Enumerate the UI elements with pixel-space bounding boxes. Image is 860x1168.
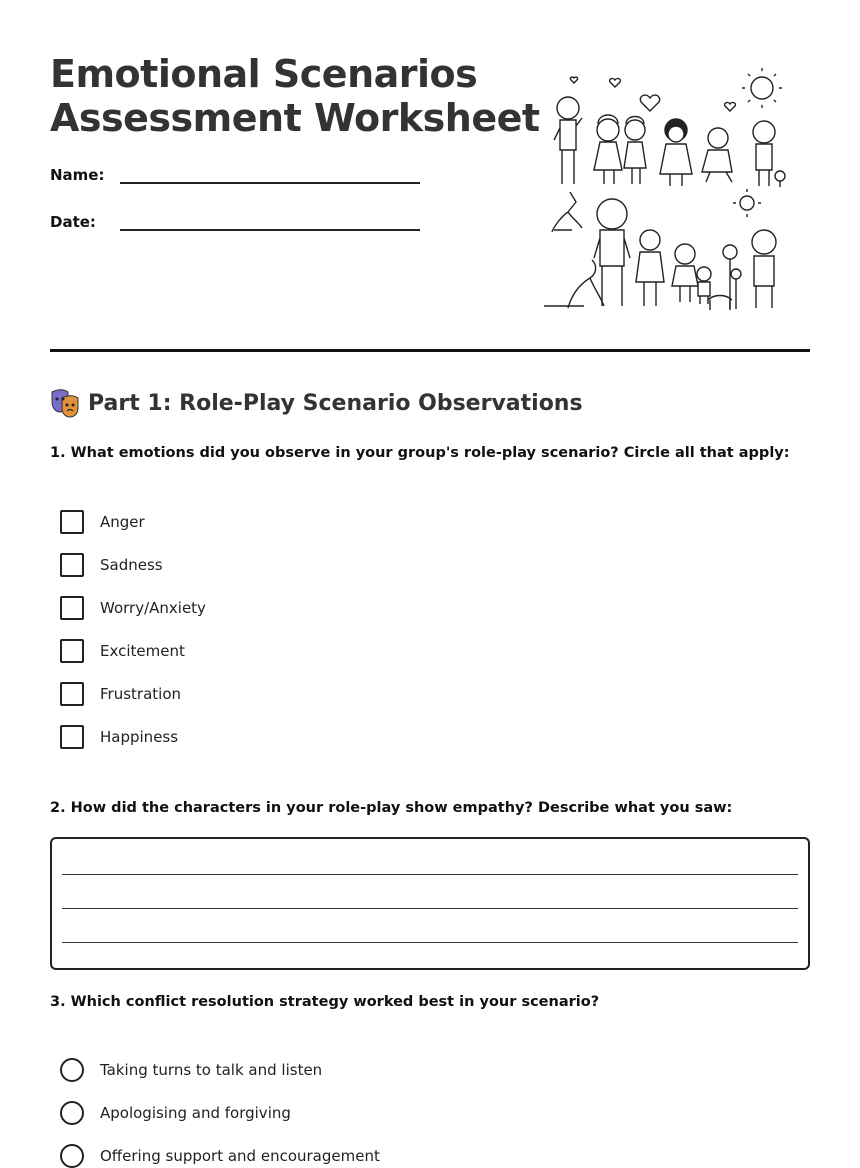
- question-2: 2. How did the characters in your role-play show empathy? Describe what you saw:: [50, 800, 733, 816]
- strategy-option-apologising[interactable]: [60, 1101, 291, 1125]
- radio-circle[interactable]: [60, 1144, 84, 1168]
- sun-icon: [733, 189, 761, 217]
- heart-icon: [725, 103, 736, 111]
- title-line-1: Emotional Scenarios: [50, 52, 478, 96]
- emotion-option-frustration[interactable]: [60, 682, 181, 706]
- heart-icon: [570, 77, 577, 83]
- option-label: Worry/Anxiety: [100, 599, 206, 617]
- child-figure: [554, 97, 582, 184]
- date-field: [50, 213, 430, 243]
- heart-icon: [640, 95, 659, 111]
- strategy-option-taking-turns[interactable]: [60, 1058, 322, 1082]
- child-figure: [660, 119, 692, 186]
- children-clipart-illustration: [540, 68, 790, 316]
- option-label: Frustration: [100, 685, 181, 703]
- heart-icon: [610, 79, 621, 87]
- option-label: Anger: [100, 513, 145, 531]
- emotion-option-happiness[interactable]: [60, 725, 178, 749]
- kangaroo-figure: [544, 260, 604, 308]
- option-label: Sadness: [100, 556, 163, 574]
- option-label: Taking turns to talk and listen: [100, 1061, 323, 1079]
- emotion-option-excitement[interactable]: [60, 639, 185, 663]
- worksheet-title: [50, 52, 540, 140]
- date-line[interactable]: [120, 229, 420, 231]
- option-label: Apologising and forgiving: [100, 1104, 291, 1122]
- checkbox[interactable]: [60, 510, 84, 534]
- option-label: Excitement: [100, 642, 185, 660]
- option-label: Happiness: [100, 728, 179, 746]
- date-label: Date:: [50, 213, 96, 231]
- emotion-option-anger[interactable]: [60, 510, 145, 534]
- child-figure: [672, 244, 698, 302]
- checkbox[interactable]: [60, 596, 84, 620]
- name-line[interactable]: [120, 182, 420, 184]
- child-figure: [624, 117, 646, 185]
- checkbox[interactable]: [60, 725, 84, 749]
- dog-figure: [708, 296, 732, 311]
- answer-line: [62, 908, 798, 909]
- question-1: 1. What emotions did you observe in your group's role-play scenario? Circle all that apply:: [50, 445, 790, 461]
- name-field: [50, 166, 430, 196]
- kangaroo-figure: [552, 192, 582, 232]
- sun-icon: [742, 68, 782, 108]
- child-figure: [702, 128, 732, 182]
- child-figure: [594, 115, 622, 184]
- answer-line: [62, 874, 798, 875]
- radio-circle[interactable]: [60, 1058, 84, 1082]
- child-figure: [753, 121, 775, 186]
- name-label: Name:: [50, 166, 105, 184]
- strategy-option-offering-support[interactable]: [60, 1144, 380, 1168]
- child-figure: [594, 199, 630, 306]
- child-figure: [636, 230, 664, 306]
- header-divider: [50, 349, 810, 352]
- checkbox[interactable]: [60, 553, 84, 577]
- checkbox[interactable]: [60, 639, 84, 663]
- option-label: Offering support and encouragement: [100, 1147, 380, 1165]
- emotion-option-worry-anxiety[interactable]: [60, 596, 206, 620]
- answer-line: [62, 942, 798, 943]
- part1-heading-text: Part 1: Role-Play Scenario Observations: [88, 390, 583, 416]
- theatre-masks-icon: [50, 388, 80, 418]
- part1-heading: [50, 388, 583, 418]
- checkbox[interactable]: [60, 682, 84, 706]
- flower-icon: [775, 171, 785, 187]
- emotion-option-sadness[interactable]: [60, 553, 163, 577]
- empathy-answer-box[interactable]: [50, 837, 810, 970]
- child-figure: [752, 230, 776, 308]
- radio-circle[interactable]: [60, 1101, 84, 1125]
- title-line-2: Assessment Worksheet: [50, 96, 540, 140]
- question-3: 3. Which conflict resolution strategy worked best in your scenario?: [50, 994, 600, 1010]
